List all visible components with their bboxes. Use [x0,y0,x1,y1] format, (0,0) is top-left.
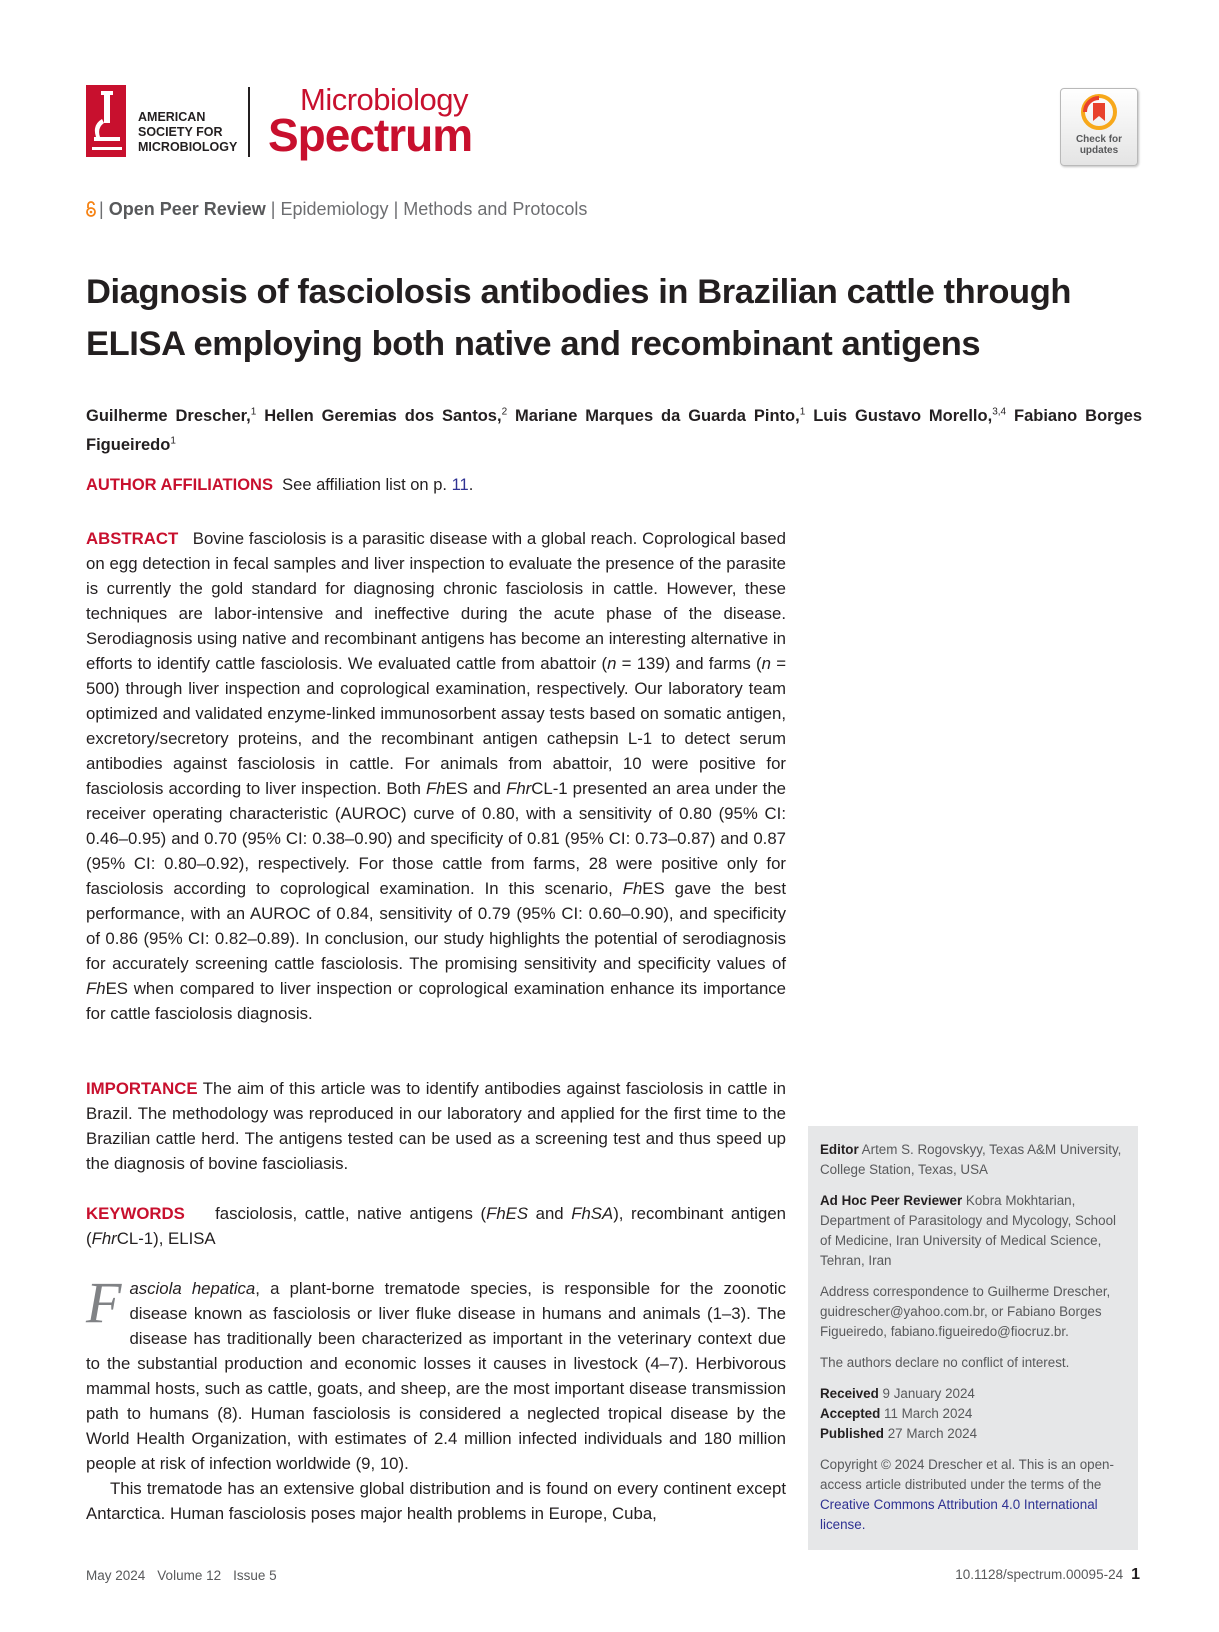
check-updates-icon [1081,94,1117,130]
intro-text: This trematode has an extensive global distribution and is found on every continent except Antarctica. Human fasciolosis poses major health problems in Europe, Cuba, [86,1479,786,1523]
abstract-fhr: Fhr [506,779,532,798]
keyword-fhes: FhES [486,1204,529,1223]
keyword-fhsa: FhSA [571,1204,614,1223]
article-title [86,266,1146,370]
reviewer-text: Kobra Mokhtarian, Department of Parasitology and Mycology, School of Medicine, Iran University of Medical Science, Tehran, Iran [820,1193,1116,1268]
society-name-line: SOCIETY FOR [138,125,223,139]
author[interactable] [813,407,1006,425]
author-name: Guilherme Drescher, [86,406,251,425]
editor-label: Editor [820,1142,859,1157]
keywords-section [86,1201,786,1251]
author-affiliations [86,476,473,495]
keywords-text: ), recombinant antigen ( [86,1204,787,1248]
abstract-text: Bovine fasciolosis is a parasitic disease with a global reach. Coprological based on egg detection in fecal samples and liver inspection to evaluate the presence of the parasite is currently the gold standard for diagnosing chronic fasciolosis in cattle. However, these techniques are labor-intensive and ineffective during the acute phase of the disease. Serodiagnosis using native and recombinant antigens has become an interesting alternative in efforts to identify cattle fasciolosis. We evaluated cattle from abattoir ( [86,529,786,673]
affiliations-text: See affiliation list on p. [282,476,447,494]
accepted-date [820,1404,1126,1424]
abstract-text: when compared to liver inspection or coprological examination enhance its importance for cattle fasciolosis diagnosis. [86,979,786,1023]
conflict-statement: The authors declare no conflict of interest. [820,1355,1070,1370]
check-updates-line: Check for [1075,134,1123,145]
abstract-text: presented an area under the receiver operating characteristic (AUROC) curve of 0.80, with a sensitivity of 0.80 (95% CI: 0.46–0.95) and 0.70 (95% CI: 0.38–0.90) and specificity of 0.81 (95% CI: 0.73–0.87) and 0.87 (95% CI: 0.80–0.92), respectively. For those cattle from farms, 28 were positive only for fasciolosis according to coprological examination. In this scenario, [86,779,787,898]
article-dates [820,1384,1126,1444]
open-access-icon [86,201,96,217]
author[interactable] [515,407,805,425]
abstract-text: gave the best performance, with an AUROC of 0.84, sensitivity of 0.79 (95% CI: 0.60–0.90), and specificity of 0.86 (95% CI: 0.82–0.89). In conclusion, our study highlights the potential of serodiagnosis for accurately screening cattle fasciolosis. The promising sensitivity and specificity values of [86,879,786,973]
category-epidemiology: Epidemiology [280,199,389,219]
affiliations-end: . [468,476,474,494]
keywords-text: and [528,1204,572,1223]
editor-text: Artem S. Rogovskyy, Texas A&M University, College Station, Texas, USA [820,1142,1122,1177]
keywords-text: fasciolosis, cattle, native antigens ( [215,1204,487,1223]
abstract-cl1: CL-1 [531,779,568,798]
abstract-es: ES [445,779,468,798]
drop-cap: F [86,1270,122,1335]
check-updates-label [1061,134,1137,156]
abstract-fh: Fh [425,779,446,798]
species-name: asciola hepatica [129,1279,256,1298]
abstract-text: and [467,779,507,798]
author-name: Fabiano Borges Figueiredo [86,406,1143,454]
reviewer-info [820,1191,1126,1271]
abstract-n: n [761,654,771,673]
title-line: ELISA employing both native and recombinant antigens [86,325,981,363]
logo-divider [248,87,250,157]
accepted-value: 11 March 2024 [884,1406,973,1421]
author-affiliation-ref: 1 [170,435,176,447]
asm-logo [86,85,126,157]
license-link[interactable]: Creative Commons Attribution 4.0 International license [820,1497,1098,1532]
footer-doi-page [920,1566,1140,1584]
affiliations-page-link[interactable]: 11 [451,476,469,494]
category-methods: Methods and Protocols [403,199,588,219]
author-name: Mariane Marques da Guarda Pinto, [515,406,800,425]
author-name: Luis Gustavo Morello, [813,406,993,425]
footer-issue-info [86,1568,289,1583]
society-name-line: MICROBIOLOGY [138,140,238,154]
affiliations-heading: AUTHOR AFFILIATIONS [86,476,273,494]
importance-section [86,1076,786,1176]
category-separator: | [270,199,276,219]
received-value: 9 January 2024 [882,1386,975,1401]
category-separator: | [393,199,399,219]
correspondence-info: Address correspondence to Guilherme Drescher, guidrescher@yahoo.com.br, or Fabiano Borges Figueiredo, fabiano.figueiredo@fiocruz.br. [820,1284,1111,1339]
society-name-line: AMERICAN [138,110,206,124]
importance-heading: IMPORTANCE [86,1079,198,1098]
received-label: Received [820,1386,879,1401]
author-affiliation-ref: 1 [250,406,257,417]
check-for-updates-button[interactable] [1060,88,1138,166]
abstract-heading: ABSTRACT [86,529,179,548]
copyright-statement [820,1455,1126,1535]
keywords-heading: KEYWORDS [86,1204,185,1223]
intro-text: , a plant-borne trematode species, is responsible for the zoonotic disease known as fasciolosis or liver fluke disease in humans and animals (1–3). The disease has traditionally been characterized as important in the veterinary context due to the substantial production and economic losses it causes in livestock (4–7). Herbivorous mammal hosts, such as cattle, goats, and sheep, are the most important disease transmission path to humans (8). Human fasciolosis is considered a neglected tropical disease by the World Health Organization, with estimates of 2.4 million infected individuals and 180 million people at risk of infection worldwide (9, 10). [86,1279,786,1473]
abstract-es: ES [105,979,128,998]
author-affiliation-ref: 2 [501,406,508,417]
published-value: 27 March 2024 [887,1426,978,1441]
abstract-n: n [607,654,617,673]
editor-info [820,1140,1126,1180]
reviewer-label: Ad Hoc Peer Reviewer [820,1193,963,1208]
received-date [820,1384,1126,1404]
author-list [86,399,1142,458]
published-date [820,1424,1126,1444]
author[interactable] [86,407,256,425]
page-number: 1 [1131,1566,1140,1583]
author-name: Hellen Geremias dos Santos, [264,406,502,425]
footer-issue: Issue 5 [233,1568,277,1583]
license-end: . [861,1517,866,1532]
intro-paragraph [86,1270,786,1476]
introduction [86,1270,786,1526]
footer-date: May 2024 [86,1568,146,1583]
abstract [86,526,786,1026]
article-category [86,199,587,220]
abstract-text: = 500) through liver inspection and coprological examination, respectively. Our laboratory team optimized and validated enzyme-linked immunosorbent assay tests based on somatic antigen, excretory/secretory proteins, and the recombinant antigen cathepsin L-1 to detect serum antibodies against fasciolosis in cattle. For animals from abattoir, 10 were positive for fasciolosis according to liver inspection. Both [86,654,786,798]
keyword-fhr: Fhr [91,1229,117,1248]
author-affiliation-ref: 3,4 [992,406,1007,417]
importance-text: The aim of this article was to identify antibodies against fasciolosis in cattle in Brazil. The methodology was reproduced in our laboratory and applied for the first time to the Brazilian cattle herd. The antigens tested can be used as a screening test and thus speed up the diagnosis of bovine fascioliasis. [86,1079,786,1173]
accepted-label: Accepted [820,1406,881,1421]
author[interactable] [264,407,507,425]
category-open-peer-review: Open Peer Review [108,199,266,219]
intro-paragraph [86,1476,786,1526]
society-name [138,110,237,155]
footer-doi-link[interactable]: 10.1128/spectrum.00095-24 [955,1567,1124,1582]
author-affiliation-ref: 1 [799,406,806,417]
title-line: Diagnosis of fasciolosis antibodies in Brazilian cattle through [86,273,1072,311]
abstract-text: = 139) and farms ( [616,654,762,673]
abstract-fh: Fh [86,979,106,998]
microscope-icon [86,85,126,157]
abstract-fh: Fh [622,879,643,898]
copyright-text: Copyright © 2024 Drescher et al. This is an open-access article distributed under the terms of the [820,1457,1114,1492]
journal-name-line2: Spectrum [268,109,473,161]
published-label: Published [820,1426,884,1441]
abstract-es: ES [642,879,665,898]
article-info-sidebar [808,1126,1138,1550]
keywords-text: CL-1), ELISA [116,1229,216,1248]
journal-name-line1: Microbiology [300,82,469,117]
footer-volume: Volume 12 [157,1568,222,1583]
category-separator: | [99,199,104,219]
check-updates-line: updates [1079,145,1119,156]
